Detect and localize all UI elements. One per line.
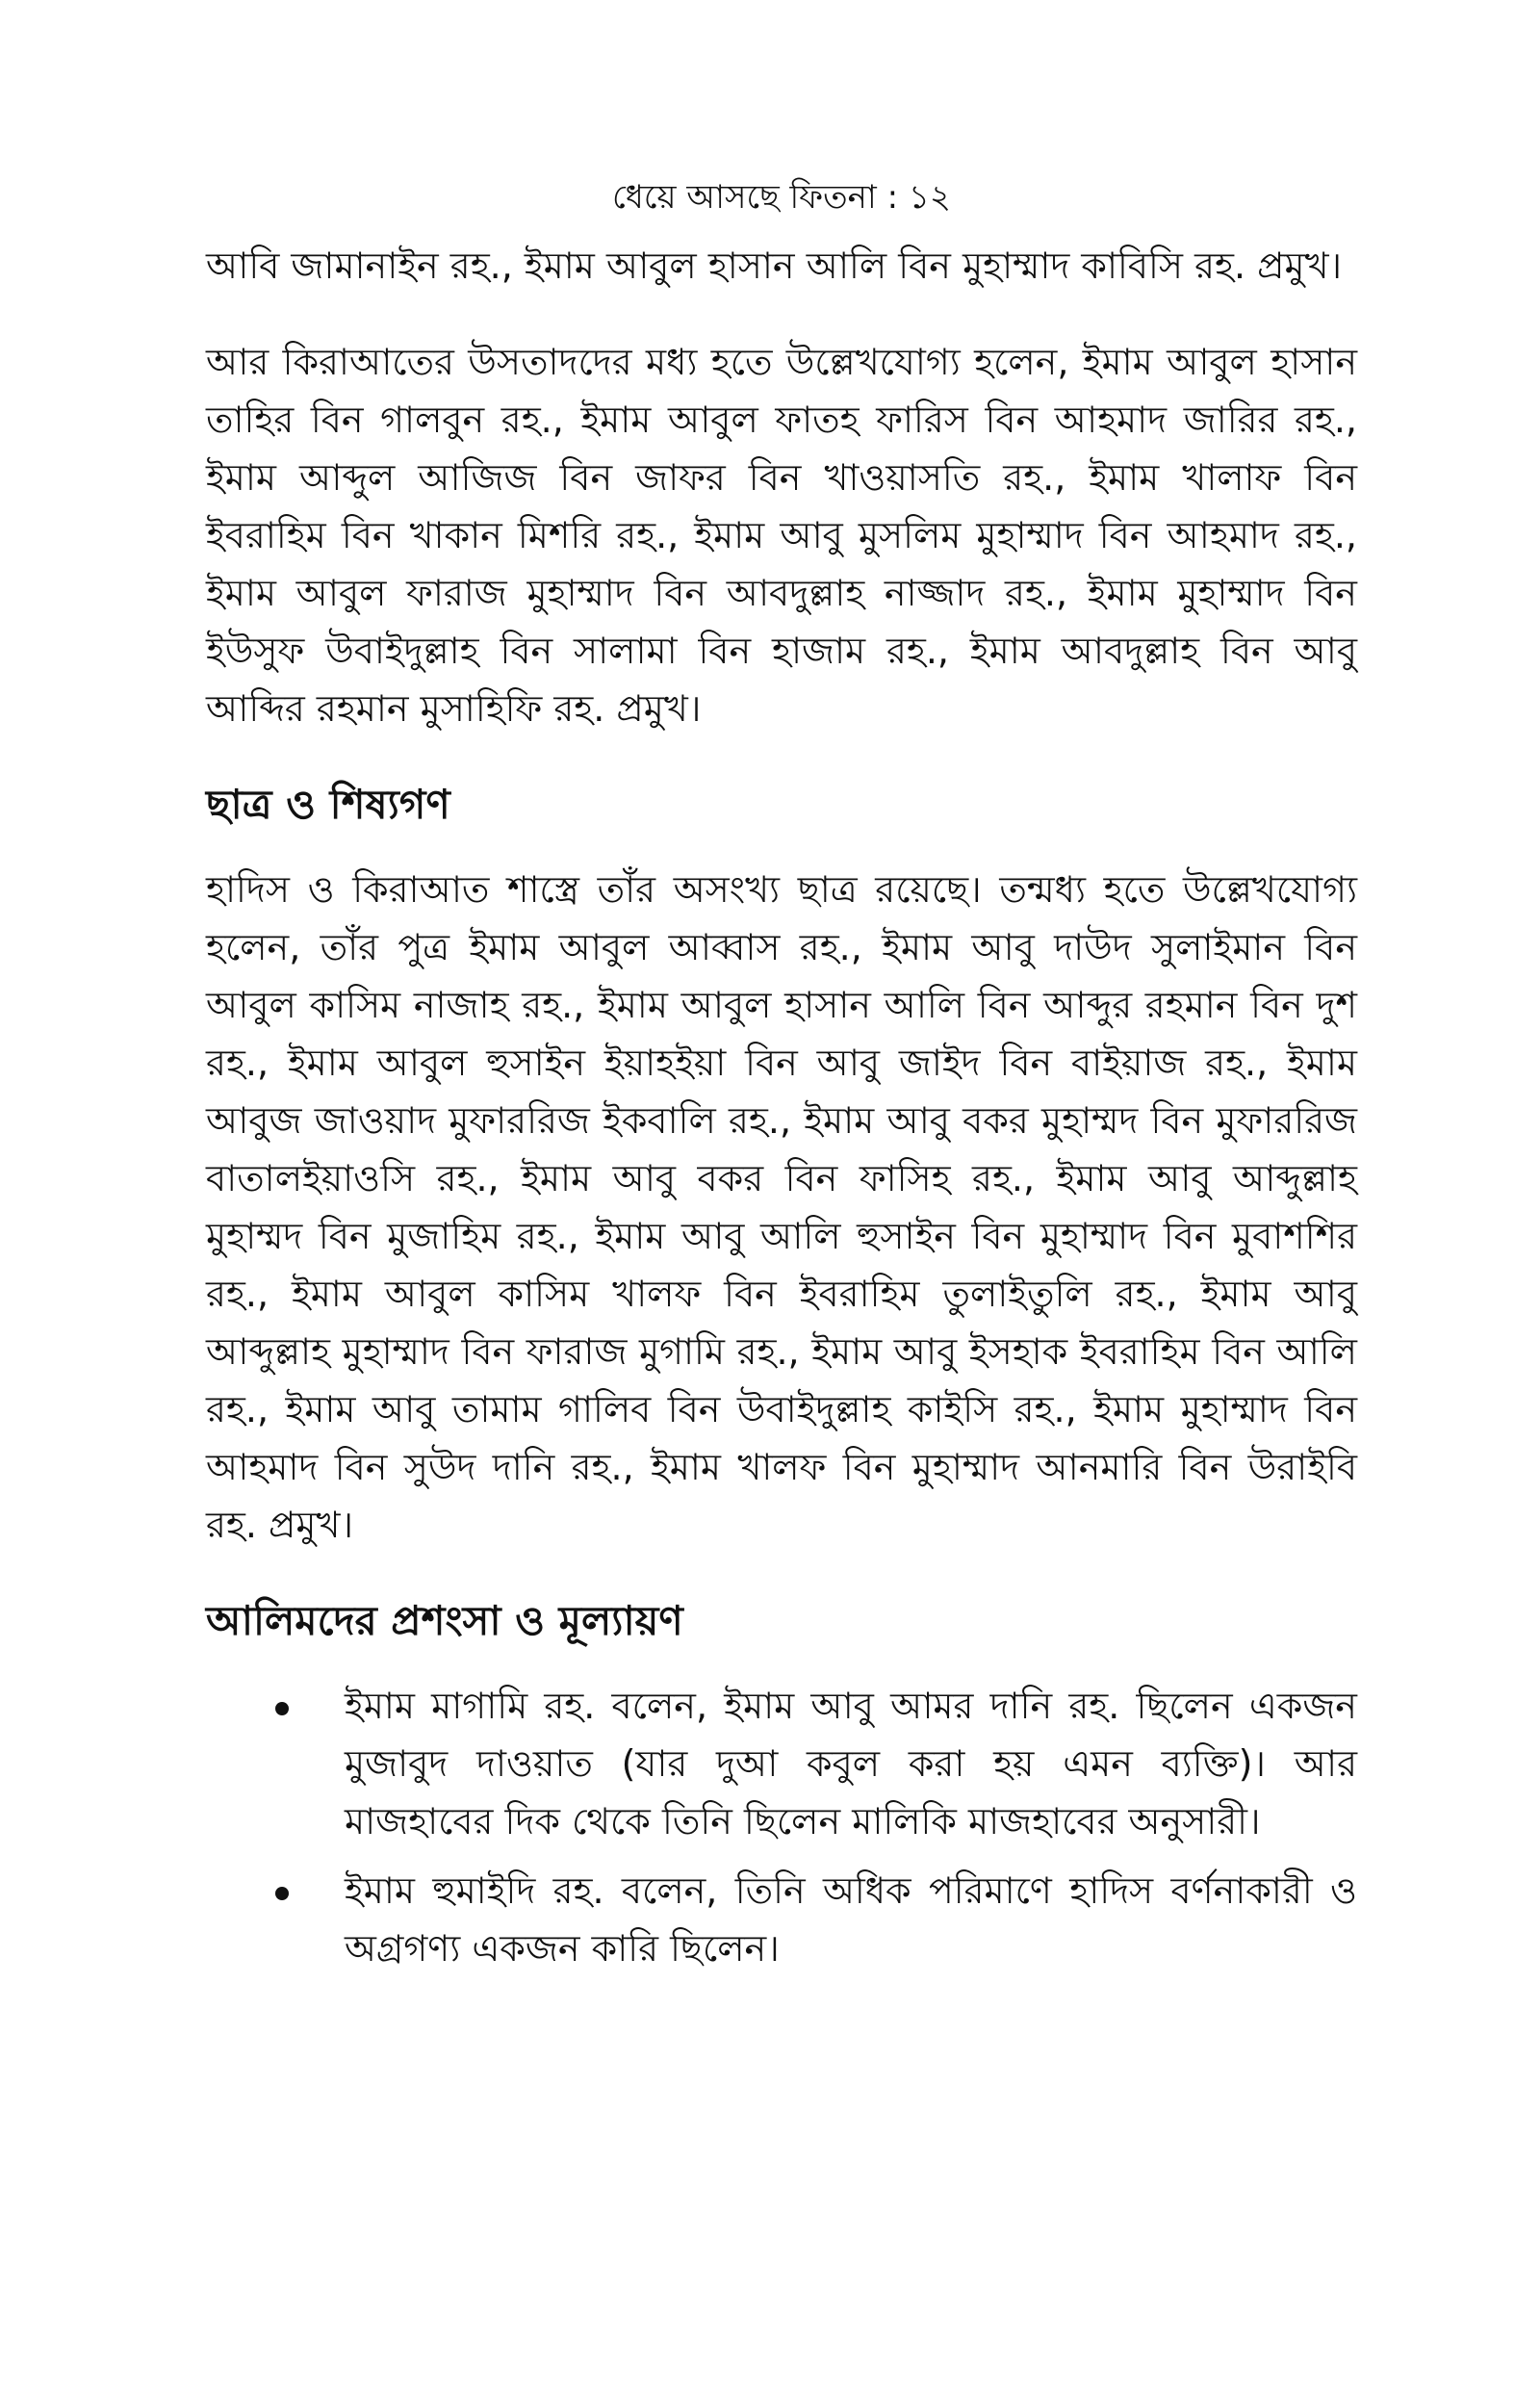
paragraph-students: হাদিস ও কিরাআত শাস্ত্রে তাঁর অসংখ্য ছাত্র রয়েছে। তন্মধ্য হতে উল্লেখযোগ্য হলেন, তাঁর পুত্র ইমাম আবুল আব্বাস রহ., ইমাম আবু দাউদ সুলাইমান বিন আবুল কাসিম নাজাহ রহ., ইমাম আবুল হাসান আলি বিন আব্দুর রহমান বিন দুশ রহ., ইমাম আবুল হুসাইন ইয়াহইয়া বিন আবু জাইদ বিন বাইয়াজ রহ., ইমাম আবুজ জাওয়াদ মুফাররিজ ইকবালি রহ., ইমাম আবু বকর মুহাম্মদ বিন মুফাররিজ বাতালইয়াওসি রহ., ইমাম আবু বকর বিন ফাসিহ রহ., ইমাম আবু আব্দুল্লাহ মুহাম্মদ বিন মুজাহিম রহ., ইমাম আবু আলি হুসাইন বিন মুহাম্মাদ বিন মুবাশশির রহ., ইমাম আবুল কাসিম খালফ বিন ইবরাহিম তুলাইতুলি রহ., ইমাম আবু আব্দুল্লাহ মুহাম্মাদ বিন ফারাজ মুগামি রহ., ইমাম আবু ইসহাক ইবরাহিম বিন আলি রহ., ইমাম আবু তামাম গালিব বিন উবাইদুল্লাহ কাইসি রহ., ইমাম মুহাম্মাদ বিন আহমাদ বিন সুউদ দানি রহ., ইমাম খালফ বিন মুহাম্মাদ আনমারি বিন উরাইবি রহ. প্রমুখ। <box>206 868 1357 1546</box>
praise-text: ইমাম হুমাইদি রহ. বলেন, তিনি অধিক পরিমাণে হাদিস বর্ণনাকারী ও অগ্রগণ্য একজন কারি ছিলেন। <box>345 1869 1357 1970</box>
praise-list-item <box>206 1677 1357 1850</box>
book-page <box>206 173 1357 1989</box>
heading-students: ছাত্র ও শিষ্যগণ <box>206 781 450 828</box>
bullet-icon <box>275 1702 289 1715</box>
paragraph-teachers-continued: আবি জামানাইন রহ., ইমাম আবুল হাসান আলি বিন মুহাম্মাদ কাবিসি রহ. প্রমুখ। <box>206 245 1343 287</box>
running-header: ধেয়ে আসছে ফিতনা : ১২ <box>611 178 952 217</box>
paragraph-qiraat-teachers: আর কিরাআতের উসতাদদের মধ্য হতে উল্লেখযোগ্য হলেন, ইমাম আবুল হাসান তাহির বিন গালবুন রহ., ইমাম আবুল ফাতহ ফারিস বিন আহমাদ জারির রহ., ইমাম আব্দুল আজিজ বিন জাফর বিন খাওয়াসতি রহ., ইমাম খালাফ বিন ইবরাহিম বিন খাকান মিশরি রহ., ইমাম আবু মুসলিম মুহাম্মাদ বিন আহমাদ রহ., ইমাম আবুল ফারাজ মুহাম্মাদ বিন আবদুল্লাহ নাজ্জাদ রহ., ইমাম মুহাম্মাদ বিন ইউসুফ উবাইদুল্লাহ বিন সালামা বিন হাজাম রহ., ইমাম আবদুল্লাহ বিন আবু আব্দির রহমান মুসাহিফি রহ. প্রমুখ। <box>206 341 1357 730</box>
praise-list <box>206 1677 1357 1977</box>
praise-list-item <box>206 1862 1357 1977</box>
bullet-icon <box>275 1887 289 1900</box>
praise-text: ইমাম মাগামি রহ. বলেন, ইমাম আবু আমর দানি রহ. ছিলেন একজন মুজাবুদ দাওয়াত (যার দুআ কবুল করা হয় এমন ব্যক্তি)। আর মাজহাবের দিক থেকে তিনি ছিলেন মালিকি মাজহাবের অনুসারী। <box>345 1685 1357 1842</box>
heading-scholars-praise: আলিমদের প্রশংসা ও মূল্যায়ণ <box>206 1597 683 1644</box>
